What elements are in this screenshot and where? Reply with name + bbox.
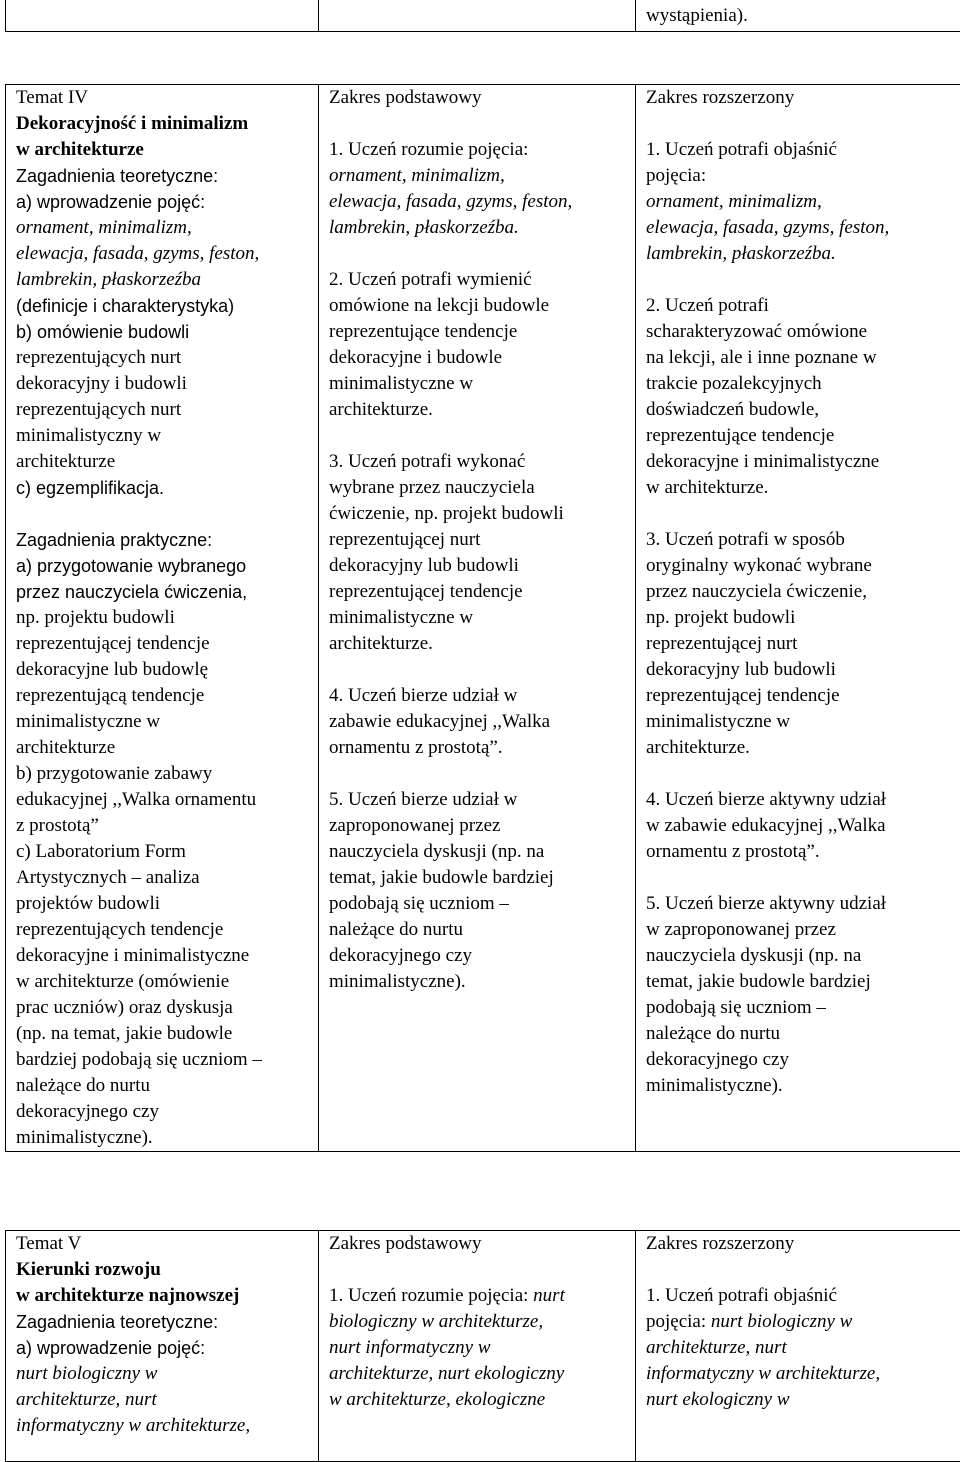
topic-5-basic-line: [329, 1387, 629, 1413]
topic-5-content-line: [16, 1387, 312, 1413]
topic-5-content-line: [16, 1361, 312, 1387]
topic-4-content-line: [16, 553, 312, 579]
topic-4-content-line: [16, 917, 312, 943]
topic-4-content-line-text: minimalistyczny w: [16, 425, 161, 446]
topic-4-content-line-text: ornament, minimalizm,: [16, 217, 192, 238]
topic-4-content-line: [16, 969, 312, 995]
topic-4-content-line-text: reprezentującą tendencje: [16, 685, 204, 706]
topic-4-extended-outcome-line: [646, 709, 954, 735]
topic-4-content-line-text: Zagadnienia praktyczne:: [16, 530, 212, 550]
topic-4-basic-outcome-line-text: minimalistyczne w: [329, 373, 473, 394]
topic-4-basic-outcome-line-text: minimalistyczne w: [329, 607, 473, 628]
topic-5-basic-heading: Zakres podstawowy: [329, 1231, 629, 1257]
topic-4-basic-outcome-line-text: omówione na lekcji budowle: [329, 295, 549, 316]
topic-4-extended-outcome-line-text: reprezentującej nurt: [646, 633, 797, 654]
topic-4-content-line-text: Zagadnienia teoretyczne:: [16, 166, 218, 186]
topic-4-content-line: [16, 527, 312, 553]
topic-4-extended-outcome-line-text: elewacja, fasada, gzyms, feston,: [646, 217, 889, 238]
topic-4-extended-outcome-line-text: ornamentu z prostotą”.: [646, 841, 820, 862]
topic-4-basic-outcome: [329, 137, 629, 241]
topic-4-extended-outcome-line-text: 2. Uczeń potrafi: [646, 295, 769, 316]
topic-4-basic-outcome-line-text: reprezentującej nurt: [329, 529, 480, 550]
topic-4-extended-outcome: [646, 137, 954, 267]
topic-4-basic-outcome-line-text: nauczyciela dyskusji (np. na: [329, 841, 544, 862]
topic-4-content-line-text: dekoracyjne i minimalistyczne: [16, 945, 249, 966]
topic-4-content-line-text: (definicje i charakterystyka): [16, 296, 234, 316]
topic-4-content-line-text: dekoracyjnego czy: [16, 1101, 159, 1122]
topic-4-extended-outcome-line: [646, 813, 954, 839]
top-cell-1: [6, 0, 319, 32]
topic-4-extended-outcome-line: [646, 163, 954, 189]
topic-5-basic-outcomes: [329, 1283, 629, 1413]
topic-5-content-line-text: architekturze, nurt: [16, 1389, 157, 1410]
top-cell-2: [319, 0, 636, 32]
topic-4-content-line: [16, 1125, 312, 1151]
topic-4-extended-outcome-line-text: scharakteryzować omówione: [646, 321, 867, 342]
topic-4-basic-outcome: [329, 449, 629, 657]
topic-4-basic-outcome-line-text: dekoracyjnego czy: [329, 945, 472, 966]
topic-4-basic-outcome-line-text: zabawie edukacyjnej ,,Walka: [329, 711, 550, 732]
topic-5-extended-cell: [636, 1231, 960, 1462]
topic-4-content-line: [16, 1047, 312, 1073]
topic-4-basic-outcome-line: [329, 917, 629, 943]
topic-4-basic-outcome-line: [329, 527, 629, 553]
topic-4-content-line: [16, 761, 312, 787]
topic-4-extended-outcome-line-text: w architekturze.: [646, 477, 768, 498]
topic-4-extended-outcome-line: [646, 1021, 954, 1047]
topic-4-extended-outcome-line: [646, 319, 954, 345]
topic-4-content-line: [16, 579, 312, 605]
topic-5-basic-line: [329, 1309, 629, 1335]
topic-4-extended-outcome-line-text: reprezentujące tendencje: [646, 425, 834, 446]
topic-4-extended-outcome-line: [646, 475, 954, 501]
topic-4-content-line-text: minimalistyczne w: [16, 711, 160, 732]
topic-4-heading: Temat IV: [16, 85, 312, 111]
topic-4-content-line-text: a) wprowadzenie pojęć:: [16, 192, 205, 212]
topic-4-basic-heading: Zakres podstawowy: [329, 85, 629, 111]
topic-5-extended-outcomes: [646, 1283, 954, 1413]
topic-4-extended-outcome-line-text: trakcie pozalekcyjnych: [646, 373, 822, 394]
topic-4-content-line: [16, 215, 312, 241]
topic-5-basic-cell: [319, 1231, 636, 1462]
topic-4-content-line: [16, 189, 312, 215]
topic-4-content-line-text: Artystycznych – analiza: [16, 867, 200, 888]
topic-5-content-line-text: nurt biologiczny w: [16, 1363, 157, 1384]
topic-4-extended-outcome-line: [646, 579, 954, 605]
topic-5-content-line: [16, 1309, 312, 1335]
topic-4-content-line-text: dekoracyjne lub budowlę: [16, 659, 208, 680]
topic-4-basic-outcome-line: [329, 501, 629, 527]
topic-4-content-line: [16, 865, 312, 891]
topic-4-content-line-text: a) przygotowanie wybranego: [16, 556, 246, 576]
topic-5-content-line-text: informatyczny w architekturze,: [16, 1415, 250, 1436]
topic-5-extended-line: [646, 1283, 954, 1309]
topic-4-extended-outcome-line-text: dekoracyjne i minimalistyczne: [646, 451, 879, 472]
topic-4-basic-outcome-line: [329, 371, 629, 397]
topic-4-extended-outcome-line-text: ornament, minimalizm,: [646, 191, 822, 212]
topic-4-extended-heading: Zakres rozszerzony: [646, 85, 954, 111]
topic-4-extended-outcome-line-text: w zabawie edukacyjnej ,,Walka: [646, 815, 886, 836]
topic-4-content-line: [16, 995, 312, 1021]
topic-4-content-line: [16, 657, 312, 683]
topic-4-extended-outcome-line-text: 3. Uczeń potrafi w sposób: [646, 529, 845, 550]
topic-5-title-line-1: Kierunki rozwoju: [16, 1257, 312, 1283]
topic-4-extended-outcome-line-text: w zaproponowanej przez: [646, 919, 836, 940]
topic-4-extended-outcome-line-text: architekturze.: [646, 737, 750, 758]
topic-4-basic-outcome-line: [329, 189, 629, 215]
topic-4-content-line: [16, 605, 312, 631]
topic-5-content-line-text: Zagadnienia teoretyczne:: [16, 1312, 218, 1332]
topic-4-extended-outcome-line-text: reprezentującej tendencje: [646, 685, 840, 706]
topic-5-extended-line-term: nurt biologiczny w: [711, 1311, 852, 1332]
topic-4-basic-outcome-line: [329, 839, 629, 865]
topic-4-content-line: [16, 267, 312, 293]
topic-4-content-line-text: prac uczniów) oraz dyskusja: [16, 997, 233, 1018]
topic-4-extended-outcome-line: [646, 683, 954, 709]
topic-4-extended-outcome-line: [646, 553, 954, 579]
topic-4-basic-outcomes: [329, 137, 629, 995]
topic-4-extended-outcome: [646, 891, 954, 1099]
topic-4-content-line: [16, 1021, 312, 1047]
topic-4-extended-outcome-line-text: dekoracyjnego czy: [646, 1049, 789, 1070]
topic-5-extended-line-text: architekturze, nurt: [646, 1337, 787, 1358]
topic-4-content-line: [16, 631, 312, 657]
topic-4-content-line-text: reprezentującej tendencje: [16, 633, 210, 654]
topic-4-basic-outcome-line: [329, 943, 629, 969]
topic-4-extended-outcome-line: [646, 1047, 954, 1073]
topic-4-extended-outcome-line: [646, 449, 954, 475]
topic-4-basic-outcome: [329, 683, 629, 761]
topic-4-content-line: [16, 735, 312, 761]
topic-4-basic-outcome: [329, 787, 629, 995]
topic-4-extended-outcome-line: [646, 293, 954, 319]
topic-4-basic-outcome-line: [329, 345, 629, 371]
topic-4-content-line-text: edukacyjnej ,,Walka ornamentu: [16, 789, 256, 810]
topic-4-extended-outcome-line-text: 4. Uczeń bierze aktywny udział: [646, 789, 886, 810]
topic-4-content-line: [16, 943, 312, 969]
topic-4-content-line-text: reprezentujących nurt: [16, 399, 181, 420]
topic-4-basic-outcome-line: [329, 683, 629, 709]
topic-5-basic-line: [329, 1361, 629, 1387]
topic-4-basic-outcome-line-text: 3. Uczeń potrafi wykonać: [329, 451, 525, 472]
topic-4-extended-outcome-line: [646, 345, 954, 371]
topic-5-extended-heading: Zakres rozszerzony: [646, 1231, 954, 1257]
topic-4-extended-outcome-line-text: 5. Uczeń bierze aktywny udział: [646, 893, 886, 914]
topic-4-basic-outcome-line-text: ćwiczenie, np. projekt budowli: [329, 503, 564, 524]
topic-4-table: [5, 84, 960, 1152]
topic-5-basic-line-text: w architekturze, ekologiczne: [329, 1389, 545, 1410]
topic-4-extended-outcome-line-text: dekoracyjny lub budowli: [646, 659, 836, 680]
topic-4-content-line-text: lambrekin, płaskorzeźba: [16, 269, 201, 290]
topic-4-content-line-text: np. projektu budowli: [16, 607, 175, 628]
topic-4-extended-outcome-line-text: np. projekt budowli: [646, 607, 795, 628]
topic-4-basic-outcome-line-text: reprezentującej tendencje: [329, 581, 523, 602]
topic-4-extended-outcome-line-text: lambrekin, płaskorzeźba.: [646, 243, 836, 264]
topic-4-content-lines: [16, 163, 312, 1151]
topic-4-extended-outcome-line: [646, 891, 954, 917]
topic-4-content-line-text: w architekturze (omówienie: [16, 971, 229, 992]
topic-4-extended-outcome-line-text: temat, jakie budowle bardziej: [646, 971, 871, 992]
topic-5-extended-line: [646, 1387, 954, 1413]
topic-4-basic-outcome-line-text: podobają się uczniom –: [329, 893, 509, 914]
topic-4-basic-outcome-line-text: 2. Uczeń potrafi wymienić: [329, 269, 532, 290]
topic-4-extended-outcomes: [646, 137, 954, 1099]
topic-4-content-line: [16, 1099, 312, 1125]
topic-4-content-line: [16, 423, 312, 449]
topic-4-basic-outcome-line-text: 5. Uczeń bierze udział w: [329, 789, 517, 810]
top-cell-3: [636, 0, 960, 32]
topic-4-extended-outcome-line: [646, 969, 954, 995]
topic-4-content-line-text: minimalistyczne).: [16, 1127, 153, 1148]
topic-4-content-line: [16, 891, 312, 917]
topic-5-basic-line-text: 1. Uczeń rozumie pojęcia:: [329, 1285, 533, 1306]
topic-4-extended-cell: [636, 85, 960, 1152]
topic-4-basic-outcome-line-text: dekoracyjne i budowle: [329, 347, 502, 368]
topic-4-basic-outcome-line: [329, 631, 629, 657]
topic-4-basic-outcome-line-text: reprezentujące tendencje: [329, 321, 517, 342]
topic-4-extended-outcome-line-text: przez nauczyciela ćwiczenie,: [646, 581, 867, 602]
topic-4-content-line-text: c) egzemplifikacja.: [16, 478, 164, 498]
topic-4-extended-outcome-line: [646, 527, 954, 553]
topic-4-content-line: [16, 449, 312, 475]
topic-4-basic-outcome-line: [329, 969, 629, 995]
topic-4-basic-outcome-line-text: należące do nurtu: [329, 919, 463, 940]
topic-4-content-line-text: b) omówienie budowli: [16, 322, 189, 342]
topic-4-extended-outcome-line-text: minimalistyczne).: [646, 1075, 783, 1096]
topic-4-content-line-text: (np. na temat, jakie budowle: [16, 1023, 232, 1044]
topic-4-basic-outcome-line-text: dekoracyjny lub budowli: [329, 555, 519, 576]
topic-4-basic-outcome-line-text: temat, jakie budowle bardziej: [329, 867, 554, 888]
topic-4-basic-outcome-line: [329, 267, 629, 293]
topic-4-content-line: [16, 813, 312, 839]
topic-4-content-line: [16, 293, 312, 319]
topic-5-content-line-text: a) wprowadzenie pojęć:: [16, 1338, 205, 1358]
topic-4-extended-outcome-line: [646, 657, 954, 683]
topic-5-extended-line-text: informatyczny w architekturze,: [646, 1363, 880, 1384]
topic-4-basic-outcome-line: [329, 449, 629, 475]
topic-5-title-line-2: w architekturze najnowszej: [16, 1283, 312, 1309]
top-cell-text: wystąpienia).: [646, 5, 748, 26]
topic-4-content-line: [16, 683, 312, 709]
topic-4-content-line-text: elewacja, fasada, gzyms, feston,: [16, 243, 259, 264]
topic-5-content-cell: [6, 1231, 319, 1462]
topic-4-extended-outcome-line: [646, 1073, 954, 1099]
topic-4-extended-outcome-line: [646, 735, 954, 761]
topic-4-extended-outcome: [646, 527, 954, 761]
topic-4-basic-outcome-line: [329, 891, 629, 917]
topic-4-extended-outcome-line-text: doświadczeń budowle,: [646, 399, 819, 420]
topic-4-basic-outcome-line: [329, 735, 629, 761]
topic-4-extended-outcome-line: [646, 917, 954, 943]
topic-4-content-line-text: bardziej podobają się uczniom –: [16, 1049, 262, 1070]
topic-4-extended-outcome-line-text: nauczyciela dyskusji (np. na: [646, 945, 861, 966]
topic-4-basic-cell: [319, 85, 636, 1152]
topic-4-basic-outcome-line: [329, 215, 629, 241]
topic-4-content-line-text: c) Laboratorium Form: [16, 841, 186, 862]
topic-5-extended-line: [646, 1335, 954, 1361]
topic-4-basic-outcome-line: [329, 475, 629, 501]
previous-topic-table: [5, 0, 960, 32]
topic-4-content-line: [16, 475, 312, 501]
topic-5-basic-line-text: biologiczny w architekturze,: [329, 1311, 543, 1332]
topic-4-content-line: [16, 345, 312, 371]
topic-4-extended-outcome-line: [646, 371, 954, 397]
topic-4-basic-outcome-line: [329, 137, 629, 163]
topic-4-extended-outcome-line-text: należące do nurtu: [646, 1023, 780, 1044]
topic-4-extended-outcome-line: [646, 215, 954, 241]
topic-4-content-line: [16, 397, 312, 423]
topic-4-extended-outcome-line-text: 1. Uczeń potrafi objaśnić: [646, 139, 837, 160]
topic-5-extended-line-text: 1. Uczeń potrafi objaśnić: [646, 1285, 837, 1306]
topic-4-basic-outcome-line-text: architekturze.: [329, 399, 433, 420]
topic-4-basic-outcome-line-text: ornamentu z prostotą”.: [329, 737, 503, 758]
topic-4-content-line: [16, 501, 312, 527]
topic-4-basic-outcome-line: [329, 605, 629, 631]
topic-4-basic-outcome-line: [329, 293, 629, 319]
topic-4-extended-outcome-line-text: oryginalny wykonać wybrane: [646, 555, 872, 576]
topic-4-basic-outcome-line-text: minimalistyczne).: [329, 971, 466, 992]
topic-5-content-lines: [16, 1309, 312, 1439]
topic-4-content-line: [16, 241, 312, 267]
topic-4-content-line: [16, 163, 312, 189]
topic-4-basic-outcome-line: [329, 813, 629, 839]
topic-4-basic-outcome-line-text: elewacja, fasada, gzyms, feston,: [329, 191, 572, 212]
topic-4-extended-outcome: [646, 293, 954, 501]
topic-4-extended-outcome-line-text: pojęcia:: [646, 165, 706, 186]
topic-4-content-line-text: reprezentujących tendencje: [16, 919, 223, 940]
topic-4-extended-outcome-line-text: podobają się uczniom –: [646, 997, 826, 1018]
topic-4-basic-outcome-line: [329, 579, 629, 605]
topic-4-content-line-text: projektów budowli: [16, 893, 160, 914]
topic-4-basic-outcome-line-text: 1. Uczeń rozumie pojęcia:: [329, 139, 528, 160]
topic-4-content-line: [16, 709, 312, 735]
topic-4-content-cell: [6, 85, 319, 1152]
topic-4-basic-outcome-line: [329, 163, 629, 189]
topic-4-extended-outcome-line: [646, 605, 954, 631]
topic-4-basic-outcome-line: [329, 553, 629, 579]
topic-5-table: [5, 1230, 960, 1462]
topic-5-basic-line: [329, 1335, 629, 1361]
topic-4-content-line-text: z prostotą”: [16, 815, 99, 836]
topic-5-extended-line: [646, 1309, 954, 1335]
topic-5-extended-line-text: pojęcia:: [646, 1311, 711, 1332]
topic-4-title-line-2: w architekturze: [16, 137, 312, 163]
topic-4-content-line: [16, 319, 312, 345]
topic-4-content-line-text: należące do nurtu: [16, 1075, 150, 1096]
topic-4-extended-outcome-line: [646, 995, 954, 1021]
topic-4-content-line-text: architekturze: [16, 451, 115, 472]
topic-4-basic-outcome-line-text: ornament, minimalizm,: [329, 165, 505, 186]
topic-4-extended-outcome-line: [646, 189, 954, 215]
topic-5-extended-line: [646, 1361, 954, 1387]
topic-4-extended-outcome-line: [646, 241, 954, 267]
topic-4-extended-outcome-line: [646, 423, 954, 449]
topic-5-basic-line: [329, 1283, 629, 1309]
topic-4-content-line-text: reprezentujących nurt: [16, 347, 181, 368]
topic-5-heading: Temat V: [16, 1231, 312, 1257]
topic-4-content-line: [16, 787, 312, 813]
topic-4-basic-outcome-line-text: zaproponowanej przez: [329, 815, 500, 836]
topic-5-basic-line-text: nurt informatyczny w: [329, 1337, 491, 1358]
topic-4-content-line-text: b) przygotowanie zabawy: [16, 763, 212, 784]
topic-4-basic-outcome-line: [329, 787, 629, 813]
topic-4-extended-outcome-line-text: na lekcji, ale i inne poznane w: [646, 347, 877, 368]
topic-5-basic-line-text: architekturze, nurt ekologiczny: [329, 1363, 564, 1384]
topic-4-content-line: [16, 839, 312, 865]
topic-4-content-line-text: dekoracyjny i budowli: [16, 373, 187, 394]
topic-4-extended-outcome-line: [646, 943, 954, 969]
topic-4-basic-outcome: [329, 267, 629, 423]
topic-4-content-line-text: architekturze: [16, 737, 115, 758]
topic-5-basic-line-term: nurt: [533, 1285, 565, 1306]
topic-4-extended-outcome-line-text: minimalistyczne w: [646, 711, 790, 732]
topic-4-basic-outcome-line: [329, 865, 629, 891]
topic-4-extended-outcome-line: [646, 137, 954, 163]
topic-4-basic-outcome-line-text: architekturze.: [329, 633, 433, 654]
topic-4-basic-outcome-line-text: wybrane przez nauczyciela: [329, 477, 535, 498]
topic-4-extended-outcome-line: [646, 787, 954, 813]
topic-4-extended-outcome-line: [646, 397, 954, 423]
topic-4-basic-outcome-line-text: 4. Uczeń bierze udział w: [329, 685, 517, 706]
topic-4-title-line-1: Dekoracyjność i minimalizm: [16, 111, 312, 137]
topic-5-content-line: [16, 1335, 312, 1361]
topic-4-content-line: [16, 371, 312, 397]
topic-4-basic-outcome-line-text: lambrekin, płaskorzeźba.: [329, 217, 519, 238]
topic-4-extended-outcome: [646, 787, 954, 865]
topic-5-content-line: [16, 1413, 312, 1439]
topic-4-basic-outcome-line: [329, 397, 629, 423]
topic-4-content-line: [16, 1073, 312, 1099]
topic-4-content-line-text: przez nauczyciela ćwiczenia,: [16, 582, 247, 602]
topic-5-extended-line-text: nurt ekologiczny w: [646, 1389, 790, 1410]
topic-4-basic-outcome-line: [329, 709, 629, 735]
topic-4-basic-outcome-line: [329, 319, 629, 345]
topic-4-extended-outcome-line: [646, 631, 954, 657]
topic-4-extended-outcome-line: [646, 839, 954, 865]
